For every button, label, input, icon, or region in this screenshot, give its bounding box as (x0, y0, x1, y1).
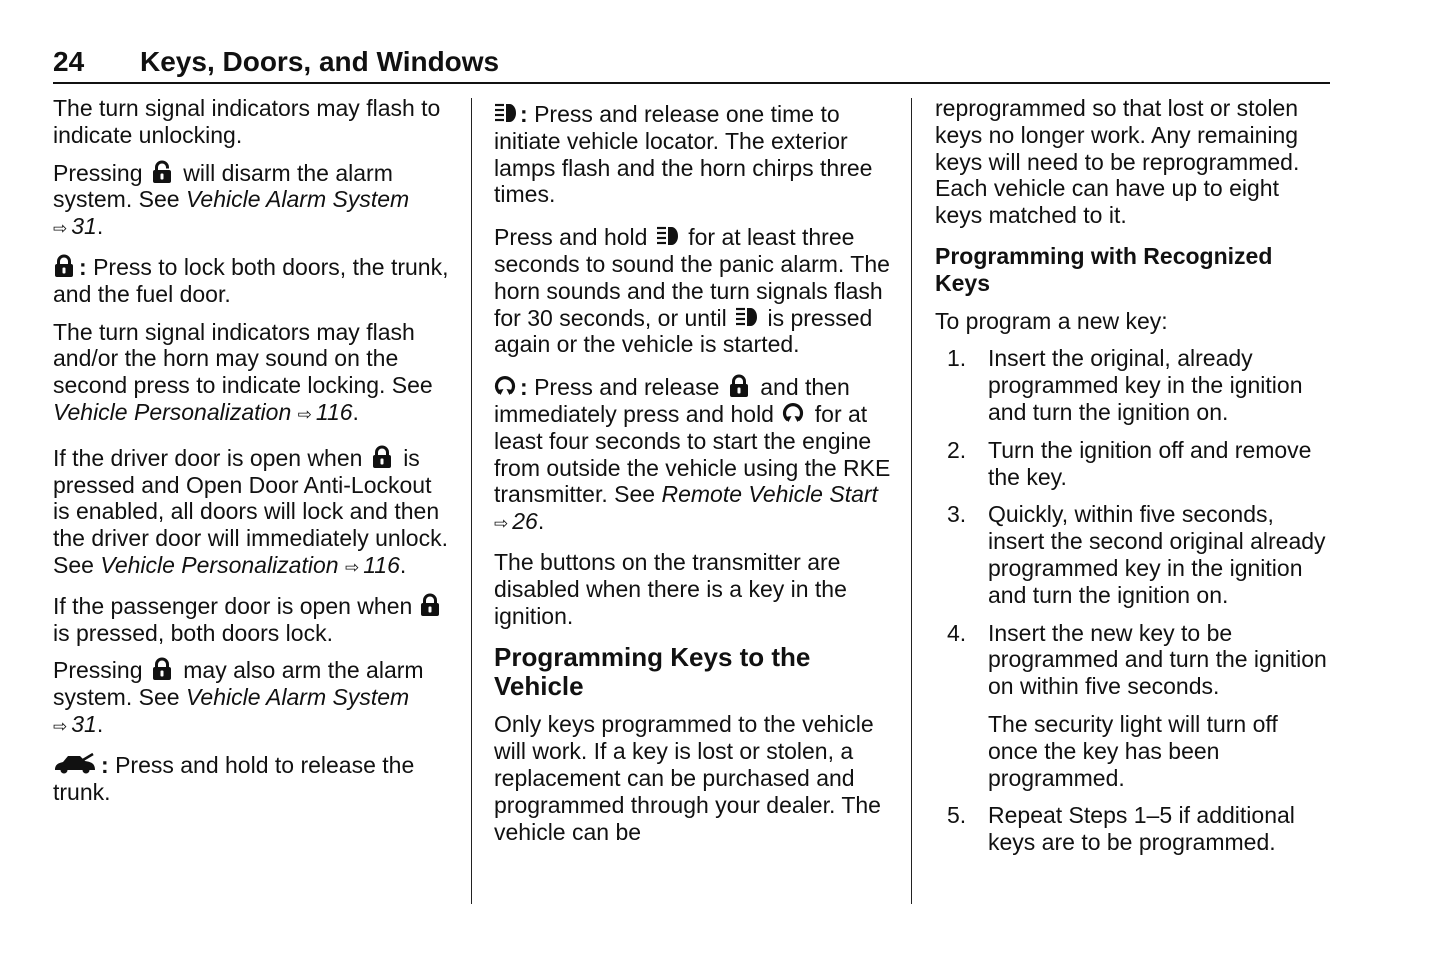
step-text: Quickly, within five seconds, insert the second original already programmed key in the ignition and turn the ignition on. (988, 501, 1326, 608)
page-title: Keys, Doors, and Windows (140, 46, 500, 77)
column-divider-1 (471, 98, 472, 904)
vehicle-locator-panic-icon (494, 101, 516, 125)
page-header (53, 46, 1330, 84)
step-number: 3. (947, 501, 967, 528)
xref-arrow-icon: ⇨ (494, 514, 509, 534)
paragraph: : Press and hold to release the trunk. (53, 751, 415, 805)
xref-arrow-icon: ⇨ (53, 219, 68, 239)
list-item (935, 501, 1330, 608)
steps-list (935, 345, 1330, 856)
step-note: The security light will turn off once the key has been programmed. (988, 710, 1278, 791)
page-reference: 116 (363, 551, 400, 578)
lock-icon (371, 445, 393, 469)
step-number: 1. (947, 345, 967, 372)
column-2 (494, 101, 894, 856)
section-heading: Programming Keys to the Vehicle (494, 642, 811, 702)
cross-reference: Remote Vehicle Start (661, 481, 878, 508)
paragraph: The turn signal indicators may flash and/or the horn may sound on the second press to indicate locking. See Vehicle Personalization ⇨ 116. (53, 318, 433, 425)
paragraph: : Press and release and then immediately press and hold for at least four seconds to start the engine from outside the vehicle using the RKE transmitter. See Remote Vehicle Start ⇨ 26. (494, 374, 891, 535)
vehicle-locator-panic-icon (735, 305, 757, 329)
step-text: Insert the new key to be programmed and turn the ignition on within five seconds. (988, 619, 1327, 700)
list-item (935, 437, 1330, 491)
vehicle-locator-panic-icon (656, 224, 678, 248)
step-text: Insert the original, already programmed key in the ignition and turn the ignition on. (988, 345, 1303, 425)
paragraph: If the passenger door is open when is pressed, both doors lock. (53, 593, 451, 647)
xref-arrow-icon: ⇨ (297, 404, 312, 424)
unlock-icon (151, 160, 173, 184)
xref-arrow-icon: ⇨ (53, 716, 68, 736)
lock-icon (53, 254, 75, 278)
step-number: 5. (947, 802, 967, 829)
remote-start-icon (782, 401, 804, 425)
column-divider-2 (911, 98, 912, 904)
trunk-release-icon (53, 752, 97, 776)
remote-start-icon (494, 374, 516, 398)
paragraph: The turn signal indicators may flash to indicate unlocking. (53, 95, 441, 148)
page-reference: 31 (71, 213, 97, 240)
lock-icon (151, 657, 173, 681)
cross-reference: Vehicle Personalization (100, 551, 339, 578)
list-item (935, 620, 1330, 792)
page-reference: 116 (315, 398, 353, 425)
step-number: 2. (947, 436, 967, 463)
list-item (935, 802, 1330, 856)
paragraph: Pressing may also arm the alarm system. See Vehicle Alarm System ⇨ 31. (53, 657, 424, 737)
paragraph: reprogrammed so that lost or stolen keys no longer work. Any remaining keys will need to be reprogrammed. Each vehicle can have up to eight keys matched to it. (935, 95, 1300, 229)
step-number: 4. (947, 619, 967, 646)
column-3 (935, 95, 1330, 867)
page-reference: 31 (71, 710, 97, 737)
paragraph: The buttons on the transmitter are disabled when there is a key in the ignition. (494, 548, 847, 629)
subsection-heading: Programming with Recognized Keys (935, 242, 1273, 296)
column-1 (53, 95, 451, 816)
xref-arrow-icon: ⇨ (344, 557, 360, 577)
cross-reference: Vehicle Personalization (53, 398, 292, 425)
paragraph: Pressing will disarm the alarm system. See Vehicle Alarm System ⇨ 31. (53, 159, 410, 240)
paragraph: : Press and release one time to initiate vehicle locator. The exterior lamps flash and the horn chirps three times. (494, 101, 873, 208)
paragraph: To program a new key: (935, 307, 1168, 334)
page-number: 24 (53, 46, 85, 77)
step-text: Turn the ignition off and remove the key. (988, 436, 1312, 490)
cross-reference: Vehicle Alarm System (185, 684, 410, 711)
cross-reference: Vehicle Alarm System (185, 186, 410, 213)
lock-icon (419, 593, 441, 617)
paragraph: If the driver door is open when is pressed and Open Door Anti-Lockout is enabled, all doors will lock and then the driver door will immediately unlock. See Vehicle Personalization ⇨ 116. (53, 444, 448, 578)
list-item (935, 345, 1330, 425)
lock-icon (728, 374, 750, 398)
step-text: Repeat Steps 1–5 if additional keys are to be programmed. (988, 802, 1295, 856)
paragraph: Press and hold for at least three seconds to sound the panic alarm. The horn sounds and the turn signals flash for 30 seconds, or until is pressed again or the vehicle is started. (494, 224, 890, 358)
page-reference: 26 (512, 508, 538, 535)
paragraph: Only keys programmed to the vehicle will work. If a key is lost or stolen, a replacement can be purchased and programmed through your dealer. The vehicle can be (494, 711, 881, 845)
paragraph: : Press to lock both doors, the trunk, and the fuel door. (53, 253, 449, 307)
